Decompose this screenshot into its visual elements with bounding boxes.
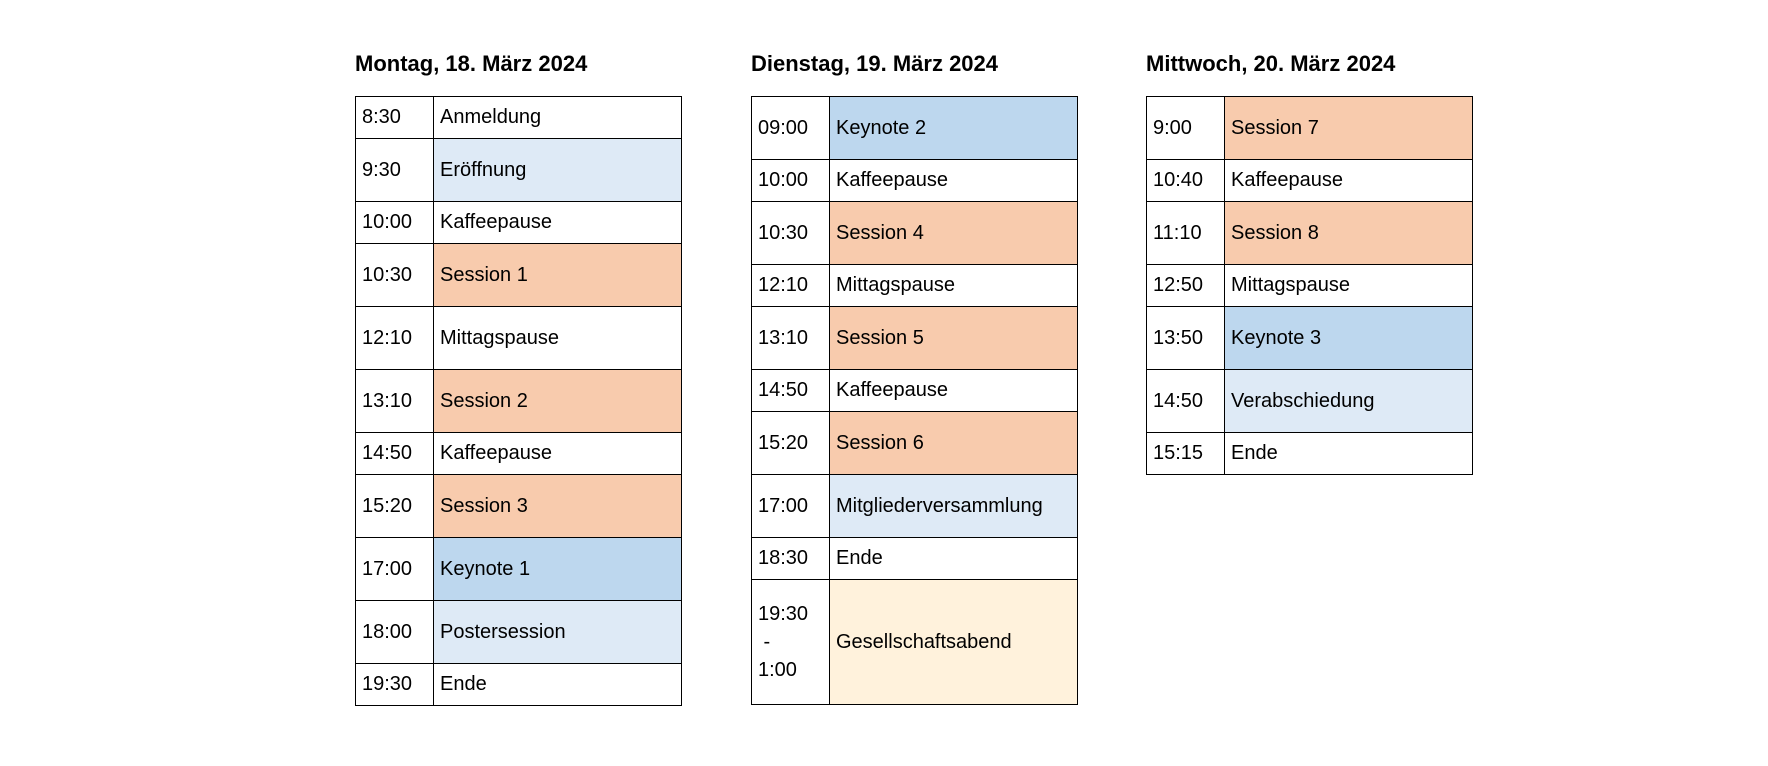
event-cell: Ende: [1225, 433, 1473, 475]
event-cell: Kaffeepause: [1225, 160, 1473, 202]
time-cell: 12:10: [752, 265, 830, 307]
time-cell: 8:30: [356, 97, 434, 139]
event-cell: Ende: [434, 664, 682, 706]
schedule-row: [1147, 433, 1473, 475]
time-cell: 9:30: [356, 139, 434, 202]
schedule-row: [752, 97, 1078, 160]
schedule-row: [356, 97, 682, 139]
schedule-row: [356, 244, 682, 307]
time-cell: 10:30: [752, 202, 830, 265]
event-cell: Kaffeepause: [434, 433, 682, 475]
event-cell: Session 7: [1225, 97, 1473, 160]
schedule-row: [752, 265, 1078, 307]
time-cell: 19:30: [356, 664, 434, 706]
time-cell: 13:10: [356, 370, 434, 433]
time-cell: 17:00: [356, 538, 434, 601]
schedule-row: [356, 202, 682, 244]
day-tuesday: [751, 50, 1078, 705]
day-title: Dienstag, 19. März 2024: [751, 51, 999, 76]
time-cell: 10:00: [356, 202, 434, 244]
schedule-row: [1147, 202, 1473, 265]
schedule-row: [1147, 160, 1473, 202]
schedule-table-monday: [355, 96, 682, 706]
schedule-row: [752, 475, 1078, 538]
schedule-row: [752, 412, 1078, 475]
event-cell: Keynote 2: [830, 97, 1078, 160]
day-title: Montag, 18. März 2024: [355, 51, 588, 76]
schedule-row: [752, 307, 1078, 370]
event-cell: Session 6: [830, 412, 1078, 475]
event-cell: Session 4: [830, 202, 1078, 265]
schedule-row: [1147, 97, 1473, 160]
schedule-row: [752, 370, 1078, 412]
schedule-row: [752, 580, 1078, 705]
time-cell: 9:00: [1147, 97, 1225, 160]
event-cell: Mitgliederversammlung: [830, 475, 1078, 538]
time-cell: 13:50: [1147, 307, 1225, 370]
schedule-row: [356, 601, 682, 664]
event-cell: Mittagspause: [1225, 265, 1473, 307]
time-cell: 14:50: [1147, 370, 1225, 433]
event-cell: Session 2: [434, 370, 682, 433]
day-monday: [355, 50, 682, 706]
event-cell: Anmeldung: [434, 97, 682, 139]
time-cell: 18:00: [356, 601, 434, 664]
event-cell: Kaffeepause: [830, 370, 1078, 412]
schedule-row: [356, 538, 682, 601]
event-cell: Verabschiedung: [1225, 370, 1473, 433]
time-cell: 15:20: [356, 475, 434, 538]
event-cell: Kaffeepause: [830, 160, 1078, 202]
day-wednesday: [1146, 50, 1473, 475]
schedule-table-wednesday: [1146, 96, 1473, 475]
time-cell: 10:40: [1147, 160, 1225, 202]
time-cell: 19:30 - 1:00: [752, 580, 830, 705]
time-cell: 15:15: [1147, 433, 1225, 475]
schedule-row: [356, 433, 682, 475]
schedule-row: [356, 475, 682, 538]
time-cell: 12:50: [1147, 265, 1225, 307]
event-cell: Eröffnung: [434, 139, 682, 202]
event-cell: Mittagspause: [434, 307, 682, 370]
schedule-row: [1147, 265, 1473, 307]
schedule-row: [1147, 370, 1473, 433]
schedule-row: [1147, 307, 1473, 370]
time-cell: 17:00: [752, 475, 830, 538]
time-cell: 09:00: [752, 97, 830, 160]
schedule-row: [752, 538, 1078, 580]
event-cell: Gesellschaftsabend: [830, 580, 1078, 705]
schedule-row: [356, 307, 682, 370]
time-cell: 18:30: [752, 538, 830, 580]
schedule-row: [356, 664, 682, 706]
time-cell: 10:30: [356, 244, 434, 307]
time-cell: 10:00: [752, 160, 830, 202]
time-cell: 15:20: [752, 412, 830, 475]
time-cell: 11:10: [1147, 202, 1225, 265]
day-title: Mittwoch, 20. März 2024: [1146, 51, 1396, 76]
schedule-row: [356, 370, 682, 433]
event-cell: Session 3: [434, 475, 682, 538]
schedule-row: [752, 202, 1078, 265]
event-cell: Session 5: [830, 307, 1078, 370]
time-cell: 13:10: [752, 307, 830, 370]
schedule-row: [356, 139, 682, 202]
time-cell: 12:10: [356, 307, 434, 370]
event-cell: Ende: [830, 538, 1078, 580]
event-cell: Session 1: [434, 244, 682, 307]
schedule-table-tuesday: [751, 96, 1078, 705]
event-cell: Kaffeepause: [434, 202, 682, 244]
event-cell: Postersession: [434, 601, 682, 664]
event-cell: Keynote 3: [1225, 307, 1473, 370]
event-cell: Mittagspause: [830, 265, 1078, 307]
time-cell: 14:50: [356, 433, 434, 475]
time-cell: 14:50: [752, 370, 830, 412]
event-cell: Keynote 1: [434, 538, 682, 601]
event-cell: Session 8: [1225, 202, 1473, 265]
schedule-row: [752, 160, 1078, 202]
